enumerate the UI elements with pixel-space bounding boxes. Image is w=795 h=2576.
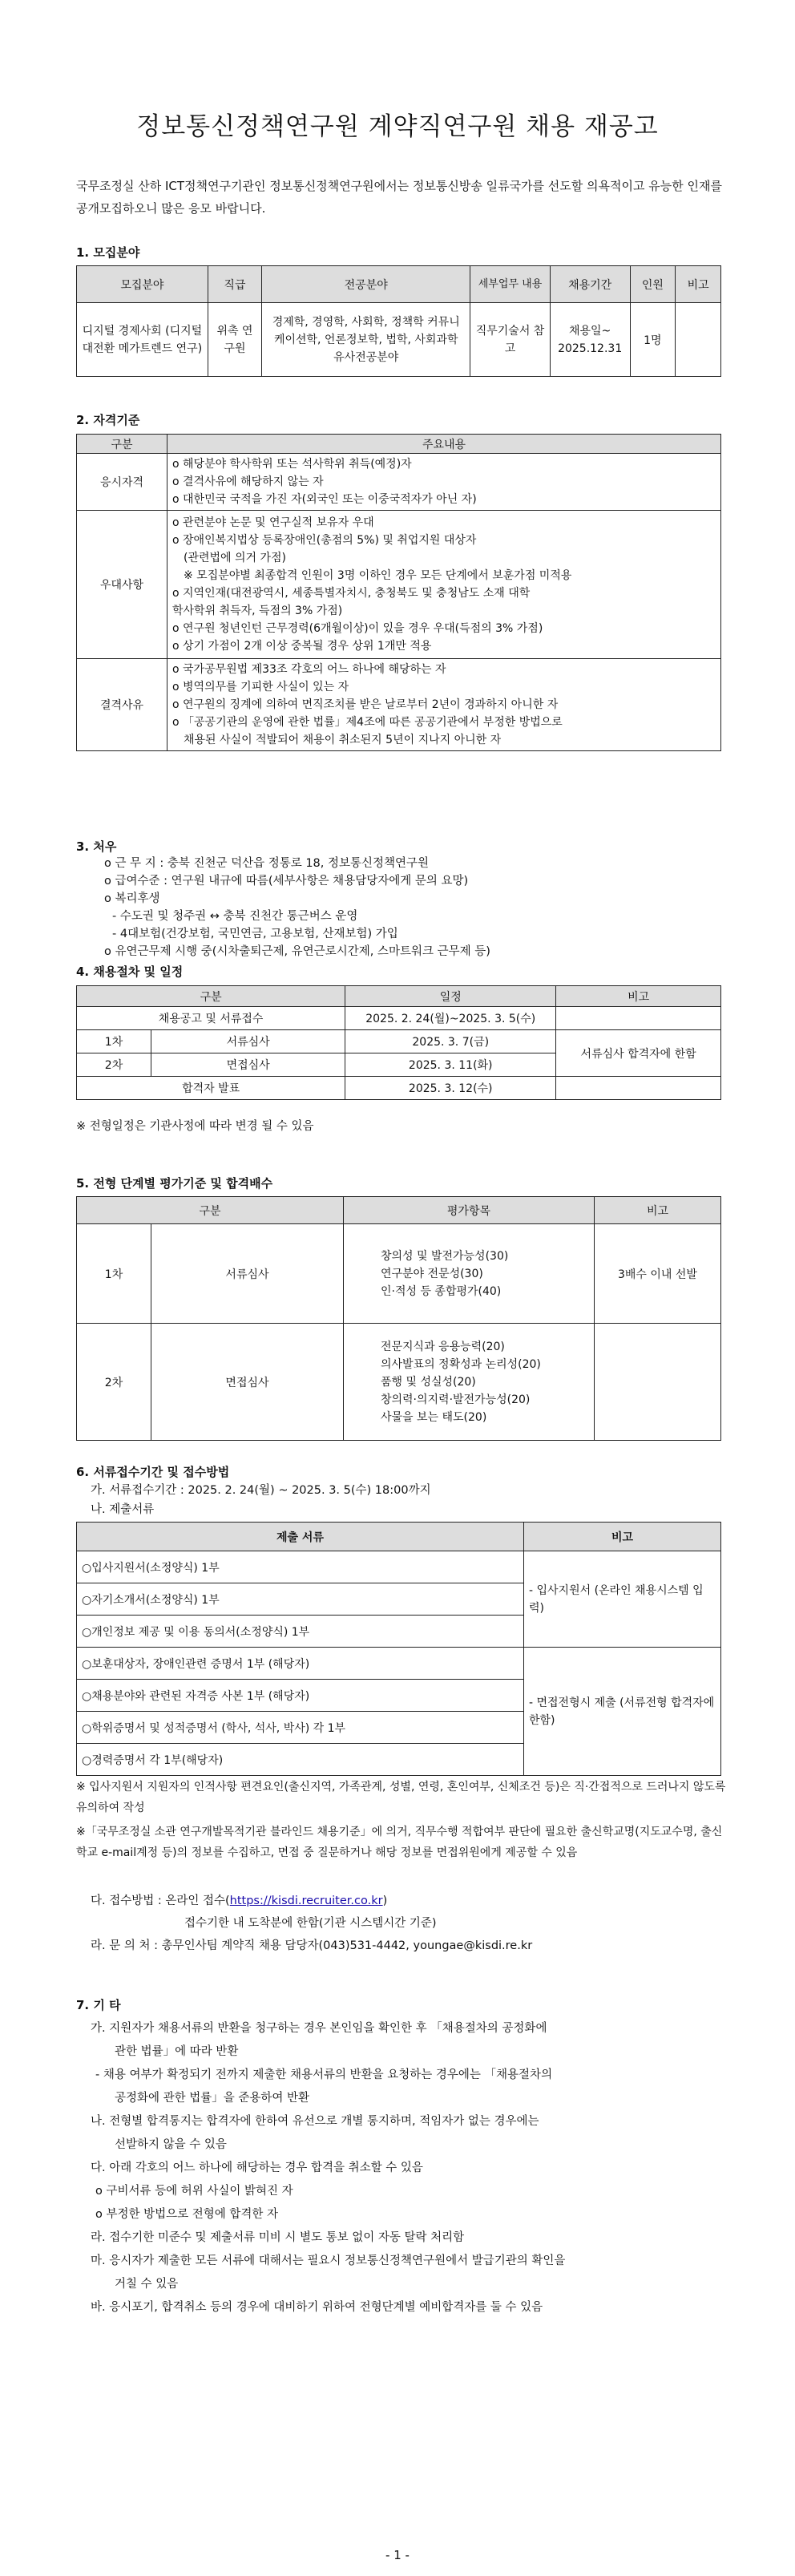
page-title: 정보통신정책연구원 계약직연구원 채용 재공고 <box>136 112 659 141</box>
method-end: ) <box>382 1895 388 1907</box>
list-item: 사물을 보는 태도(20) <box>380 1410 487 1424</box>
list-item: o 결격사유에 해당하지 않는 자 <box>172 475 324 488</box>
list-item: o 연구원의 징계에 의하여 면직조치를 받은 날로부터 2년이 경과하지 아니한 자 <box>172 698 559 711</box>
list-item: o 지역인재(대전광역시, 세종특별자치시, 충청북도 및 충청남도 소재 대학 <box>172 587 531 600</box>
benefits-list <box>104 855 729 960</box>
recruit-field-table <box>76 265 721 377</box>
list-item: 가. 지원자가 채용서류의 반환을 청구하는 경우 본인임을 확인한 후 「채용절차의 공정화에 <box>91 2022 547 2035</box>
list-item: - 4대보험(건강보험, 국민연금, 고용보험, 산재보험) 가입 <box>112 928 398 940</box>
stage-announce: 합격자 발표 <box>77 1077 345 1100</box>
section-6-heading: 6. 서류접수기간 및 접수방법 <box>76 1465 230 1479</box>
cell-duty: 직무기술서 참고 <box>470 303 551 377</box>
eval-stage-2-note <box>594 1324 720 1441</box>
list-item: - 수도권 및 청주권 ↔ 충북 진천간 통근버스 운영 <box>112 910 358 923</box>
cell-note <box>676 303 721 377</box>
eval-stage-2: 2차 <box>77 1324 151 1441</box>
list-item: 연구분야 전문성(30) <box>380 1267 483 1280</box>
documents-table <box>76 1522 721 1776</box>
list-item: 전문지식과 응용능력(20) <box>380 1340 505 1353</box>
list-item: 채용된 사실이 적발되어 채용이 취소된지 5년이 지나지 아니한 자 <box>184 734 502 746</box>
list-item: o 관련분야 논문 및 연구실적 보유자 우대 <box>172 516 374 529</box>
note-announce <box>556 1077 721 1100</box>
list-item: o 상기 가점이 2개 이상 중복될 경우 상위 1개만 적용 <box>172 640 432 653</box>
intro-paragraph: 국무조정실 산하 ICT정책연구기관인 정보통신정책연구원에서는 정보통신방송 일류국가를 선도할 의욕적이고 유능한 인재를 공개모집하오니 많은 응모 바랍니다. <box>76 179 722 216</box>
list-item: o 병역의무를 기피한 사실이 있는 자 <box>172 681 349 694</box>
list-item: o 장애인복지법상 등록장애인(총점의 5%) 및 취업지원 대상자 <box>172 534 477 547</box>
doc-row: ○자기소개서(소정양식) 1부 <box>77 1583 524 1616</box>
blind-note-1: ※ 입사지원서 지원자의 인적사항 편견요인(출신지역, 가족관계, 성별, 연령, 혼인여부, 신체조건 등)은 직·간접적으로 드러나지 않도록 유의하여 작성 <box>76 1781 726 1814</box>
date-stage-1: 2025. 3. 7(금) <box>345 1030 556 1053</box>
th-stage: 구분 <box>77 986 345 1007</box>
contact-info: 라. 문 의 처 : 총무인사팀 계약직 채용 담당자(043)531-4442, youngae@kisdi.re.kr <box>91 1939 533 1952</box>
date-stage-2: 2025. 3. 11(화) <box>345 1053 556 1077</box>
row-preference-content <box>167 511 721 659</box>
blind-note-2: ※「국무조정실 소관 연구개발목적기관 블라인드 채용기준」에 의거, 직무수행 적합여부 판단에 필요한 출신학교명(지도교수명, 출신학교 e-mail계정 등)의 정보를 수집하고, 면접 중 질문하거나 해당 정보를 면접위원에게 제공할 수 있음 <box>76 1826 723 1859</box>
list-item: o 급여수준 : 연구원 내규에 따름(세부사항은 채용담당자에게 문의 요망) <box>104 875 469 888</box>
list-item: 공정화에 관한 법률」을 준용하여 반환 <box>115 2092 310 2105</box>
th-stage: 구분 <box>77 1197 344 1224</box>
section-7-heading: 7. 기 타 <box>76 1998 121 2012</box>
th-note: 비고 <box>676 266 721 303</box>
stage-2-name: 면접심사 <box>151 1053 345 1077</box>
row-type-eligibility: 응시자격 <box>77 454 167 511</box>
page-number: - 1 - <box>385 2548 410 2562</box>
list-item: o 유연근무제 시행 중(시차출퇴근제, 유연근로시간제, 스마트워크 근무제 등) <box>104 945 490 958</box>
list-item: (관련법에 의거 가점) <box>184 552 287 564</box>
qualification-table <box>76 434 721 751</box>
section-1-heading: 1. 모집분야 <box>76 245 140 260</box>
cell-rank: 위촉 연구원 <box>208 303 261 377</box>
row-disqualification-content <box>167 659 721 751</box>
misc-list <box>91 2017 732 2319</box>
schedule-table <box>76 985 721 1100</box>
list-item: 창의력·의지력·발전가능성(20) <box>380 1393 531 1406</box>
section-5-heading: 5. 전형 단계별 평가기준 및 합격배수 <box>76 1176 273 1191</box>
stage-1-name: 서류심사 <box>151 1030 345 1053</box>
th-note: 비고 <box>556 986 721 1007</box>
th-items: 평가항목 <box>343 1197 594 1224</box>
cell-major: 경제학, 경영학, 사회학, 정책학 커뮤니케이션학, 언론정보학, 법학, 사회과학 유사전공분야 <box>262 303 470 377</box>
cell-period: 채용일~ 2025.12.31 <box>550 303 630 377</box>
doc-row: ○경력증명서 각 1부(해당자) <box>77 1744 524 1776</box>
evaluation-table <box>76 1196 721 1441</box>
eval-stage-1-name: 서류심사 <box>151 1224 344 1324</box>
list-item: ※ 모집분야별 최종합격 인원이 3명 이하인 경우 모든 단계에서 보훈가점 미적용 <box>184 569 572 582</box>
section-3-heading: 3. 처우 <box>76 839 117 854</box>
list-item: o 해당분야 학사학위 또는 석사학위 취득(예정)자 <box>172 458 412 471</box>
eval-stage-1-note: 3배수 이내 선발 <box>594 1224 720 1324</box>
th-docs: 제출 서류 <box>77 1523 524 1551</box>
list-item: 품행 및 성실성(20) <box>380 1375 476 1389</box>
docs-note-online: - 입사지원서 (온라인 채용시스템 입력) <box>524 1551 721 1648</box>
list-item: o 구비서류 등에 허위 사실이 밝혀진 자 <box>95 2185 293 2198</box>
docs-note-interview: - 면접전형시 제출 (서류전형 합격자에 한함) <box>524 1648 721 1776</box>
th-rank: 직급 <box>208 266 261 303</box>
list-item: 마. 응시자가 제출한 모든 서류에 대해서는 필요시 정보통신정책연구원에서 발급기관의 확인을 <box>91 2255 566 2267</box>
note-stage-2: 서류심사 합격자에 한함 <box>556 1030 721 1077</box>
list-item: o 근 무 지 : 충북 진천군 덕산읍 정통로 18, 정보통신정책연구원 <box>104 857 430 870</box>
doc-row: ○학위증명서 및 성적증명서 (학사, 석사, 박사) 각 1부 <box>77 1712 524 1744</box>
list-item: 다. 아래 각호의 어느 하나에 해당하는 경우 합격을 취소할 수 있음 <box>91 2161 423 2174</box>
list-item: - 채용 여부가 확정되기 전까지 제출한 채용서류의 반환을 요청하는 경우에는 「채용절차의 <box>95 2068 553 2081</box>
method-sub: 접수기한 내 도착분에 한함(기관 시스템시간 기준) <box>184 1917 437 1930</box>
note-notice <box>556 1007 721 1030</box>
row-type-disqualification: 결격사유 <box>77 659 167 751</box>
application-link[interactable]: https://kisdi.recruiter.co.kr <box>229 1895 383 1907</box>
th-note: 비고 <box>594 1197 720 1224</box>
date-announce: 2025. 3. 12(수) <box>345 1077 556 1100</box>
list-item: o 대한민국 국적을 가진 자(외국인 또는 이중국적자가 아닌 자) <box>172 493 477 506</box>
method-label: 다. 접수방법 : 온라인 접수( <box>91 1895 230 1907</box>
list-item: 선발하지 않을 수 있음 <box>115 2138 227 2151</box>
date-notice: 2025. 2. 24(월)~2025. 3. 5(수) <box>345 1007 556 1030</box>
eval-stage-1: 1차 <box>77 1224 151 1324</box>
list-item: o 국가공무원법 제33조 각호의 어느 하나에 해당하는 자 <box>172 663 446 676</box>
th-type: 구분 <box>77 435 167 454</box>
schedule-footnote: ※ 전형일정은 기관사정에 따라 변경 될 수 있음 <box>76 1120 314 1133</box>
doc-row: ○보훈대상자, 장애인관련 증명서 1부 (해당자) <box>77 1648 524 1680</box>
list-item: 의사발표의 정확성과 논리성(20) <box>380 1357 541 1371</box>
th-content: 주요내용 <box>167 435 721 454</box>
th-duty: 세부업무 내용 <box>470 266 551 303</box>
list-item: 나. 전형별 합격통지는 합격자에 한하여 유선으로 개별 통지하며, 적임자가 없는 경우에는 <box>91 2115 539 2128</box>
th-count: 인원 <box>630 266 676 303</box>
eval-stage-2-name: 면접심사 <box>151 1324 344 1441</box>
doc-row: ○개인정보 제공 및 이용 동의서(소정양식) 1부 <box>77 1616 524 1648</box>
list-item: 창의성 및 발전가능성(30) <box>380 1249 509 1263</box>
eval-stage-2-items <box>343 1324 594 1441</box>
stage-2: 2차 <box>77 1053 151 1077</box>
doc-row: ○입사지원서(소정양식) 1부 <box>77 1551 524 1583</box>
application-period: 가. 서류접수기간 : 2025. 2. 24(월) ~ 2025. 3. 5(수) 18:00까지 <box>91 1484 431 1497</box>
list-item: 거칠 수 있음 <box>115 2278 179 2291</box>
th-date: 일정 <box>345 986 556 1007</box>
stage-1: 1차 <box>77 1030 151 1053</box>
list-item: 관한 법률」에 따라 반환 <box>115 2045 239 2058</box>
th-period: 채용기간 <box>550 266 630 303</box>
th-docs-note: 비고 <box>524 1523 721 1551</box>
doc-row: ○채용분야와 관련된 자격증 사본 1부 (해당자) <box>77 1680 524 1712</box>
cell-field: 디지털 경제사회 (디지털 대전환 메가트렌드 연구) <box>77 303 208 377</box>
list-item: 인·적성 등 종합평가(40) <box>380 1284 502 1298</box>
list-item: o 연구원 청년인턴 근무경력(6개월이상)이 있을 경우 우대(득점의 3% 가점) <box>172 622 543 635</box>
th-field: 모집분야 <box>77 266 208 303</box>
list-item: 라. 접수기한 미준수 및 제출서류 미비 시 별도 통보 없이 자동 탈락 처리함 <box>91 2231 465 2244</box>
application-method <box>91 1892 387 1910</box>
section-4-heading: 4. 채용절차 및 일정 <box>76 964 184 979</box>
cell-count: 1명 <box>630 303 676 377</box>
section-2-heading: 2. 자격기준 <box>76 413 140 427</box>
th-major: 전공분야 <box>262 266 470 303</box>
stage-notice: 채용공고 및 서류접수 <box>77 1007 345 1030</box>
row-type-preference: 우대사항 <box>77 511 167 659</box>
list-item: o 부정한 방법으로 전형에 합격한 자 <box>95 2208 279 2221</box>
list-item: o 복리후생 <box>104 892 160 905</box>
list-item: o 「공공기관의 운영에 관한 법률」제4조에 따른 공공기관에서 부정한 방법으로 <box>172 716 563 729</box>
row-eligibility-content <box>167 454 721 511</box>
list-item: 학사학위 취득자, 득점의 3% 가점) <box>172 605 343 617</box>
list-item: 바. 응시포기, 합격취소 등의 경우에 대비하기 위하여 전형단계별 예비합격자를 둘 수 있음 <box>91 2301 543 2314</box>
eval-stage-1-items <box>343 1224 594 1324</box>
documents-label: 나. 제출서류 <box>91 1503 155 1516</box>
